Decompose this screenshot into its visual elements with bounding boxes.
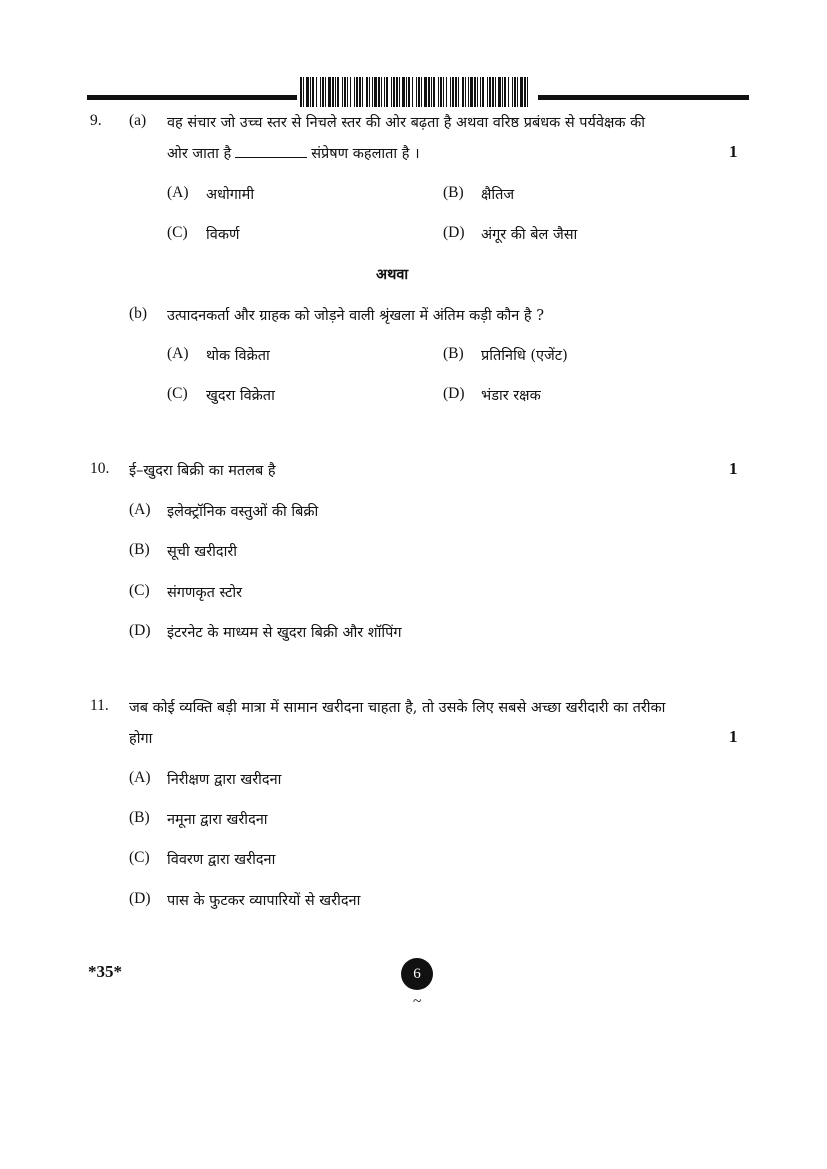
q9a-option-c-text: विकर्ण	[206, 227, 240, 243]
q10-number: 10.	[90, 460, 110, 477]
q9a-text-line2	[167, 143, 420, 163]
q9b-option-c-text: खुदरा विक्रेता	[206, 388, 275, 404]
q10-marks: 1	[729, 459, 738, 478]
q9a-option-c-label: (C)	[167, 224, 188, 241]
q9b-option-c-label: (C)	[167, 385, 188, 402]
header-rule-left	[87, 95, 297, 100]
q9a-line2-post: संप्रेषण कहलाता है ।	[311, 146, 420, 162]
q11-option-c-text: विवरण द्वारा खरीदना	[167, 852, 276, 868]
q9b-option-b-label: (B)	[443, 345, 464, 362]
q10-option-b-text: सूची खरीदारी	[167, 544, 238, 560]
q11-option-c-label: (C)	[129, 849, 150, 866]
q10-option-d-text: इंटरनेट के माध्यम से खुदरा बिक्री और शॉपिंग	[167, 625, 402, 641]
q10-option-b-label: (B)	[129, 541, 150, 558]
q10-option-c-label: (C)	[129, 582, 150, 599]
q11-option-a-text: निरीक्षण द्वारा खरीदना	[167, 772, 282, 788]
q9b-option-d-label: (D)	[443, 385, 465, 402]
paper-code: *35*	[88, 962, 122, 981]
q9b-option-d-text: भंडार रक्षक	[481, 388, 541, 404]
q11-option-b-label: (B)	[129, 809, 150, 826]
q11-text-line1: जब कोई व्यक्ति बड़ी मात्रा में सामान खरीदना चाहता है, तो उसके लिए सबसे अच्छा खरीदारी का तरीका	[129, 700, 666, 716]
q9a-option-b-label: (B)	[443, 184, 464, 201]
q10-option-a-text: इलेक्ट्रॉनिक वस्तुओं की बिक्री	[167, 504, 319, 520]
page-number: 6	[401, 958, 433, 990]
header-rule-right	[538, 95, 749, 100]
q11-marks: 1	[729, 727, 738, 746]
or-separator: अथवा	[376, 266, 409, 283]
q9b-option-b-text: प्रतिनिधि (एजेंट)	[481, 348, 568, 364]
q10-option-a-label: (A)	[129, 501, 151, 518]
footer-tilde: ~	[413, 993, 422, 1010]
q9a-option-d-text: अंगूर की बेल जैसा	[481, 227, 578, 243]
q11-number: 11.	[90, 697, 109, 714]
q9a-label: (a)	[129, 112, 147, 129]
q10-option-d-label: (D)	[129, 622, 151, 639]
q10-text: ई–खुदरा बिक्री का मतलब है	[129, 463, 276, 479]
q9a-line2-pre: ओर जाता है	[167, 146, 232, 162]
q9a-option-a-text: अधोगामी	[206, 187, 255, 203]
q9b-option-a-text: थोक विक्रेता	[206, 348, 270, 364]
q9a-text-line1: वह संचार जो उच्च स्तर से निचले स्तर की ओर बढ़ता है अथवा वरिष्ठ प्रबंधक से पर्यवेक्षक की	[167, 115, 646, 131]
q11-option-d-label: (D)	[129, 890, 151, 907]
q9-number: 9.	[90, 112, 102, 129]
q9a-option-b-text: क्षैतिज	[481, 187, 515, 203]
q9-marks: 1	[729, 142, 738, 161]
q10-option-c-text: संगणकृत स्टोर	[167, 585, 243, 601]
q11-option-b-text: नमूना द्वारा खरीदना	[167, 812, 268, 828]
q9a-option-a-label: (A)	[167, 184, 189, 201]
q9b-label: (b)	[129, 305, 148, 322]
q11-option-d-text: पास के फुटकर व्यापारियों से खरीदना	[167, 893, 361, 909]
q9b-text: उत्पादनकर्ता और ग्राहक को जोड़ने वाली श्रृंखला में अंतिम कड़ी कौन है ?	[167, 308, 544, 324]
q9a-option-d-label: (D)	[443, 224, 465, 241]
q11-option-a-label: (A)	[129, 769, 151, 786]
q9a-blank	[235, 145, 307, 158]
q9b-option-a-label: (A)	[167, 345, 189, 362]
q11-text-line2: होगा	[129, 731, 153, 747]
barcode-icon	[300, 77, 528, 107]
